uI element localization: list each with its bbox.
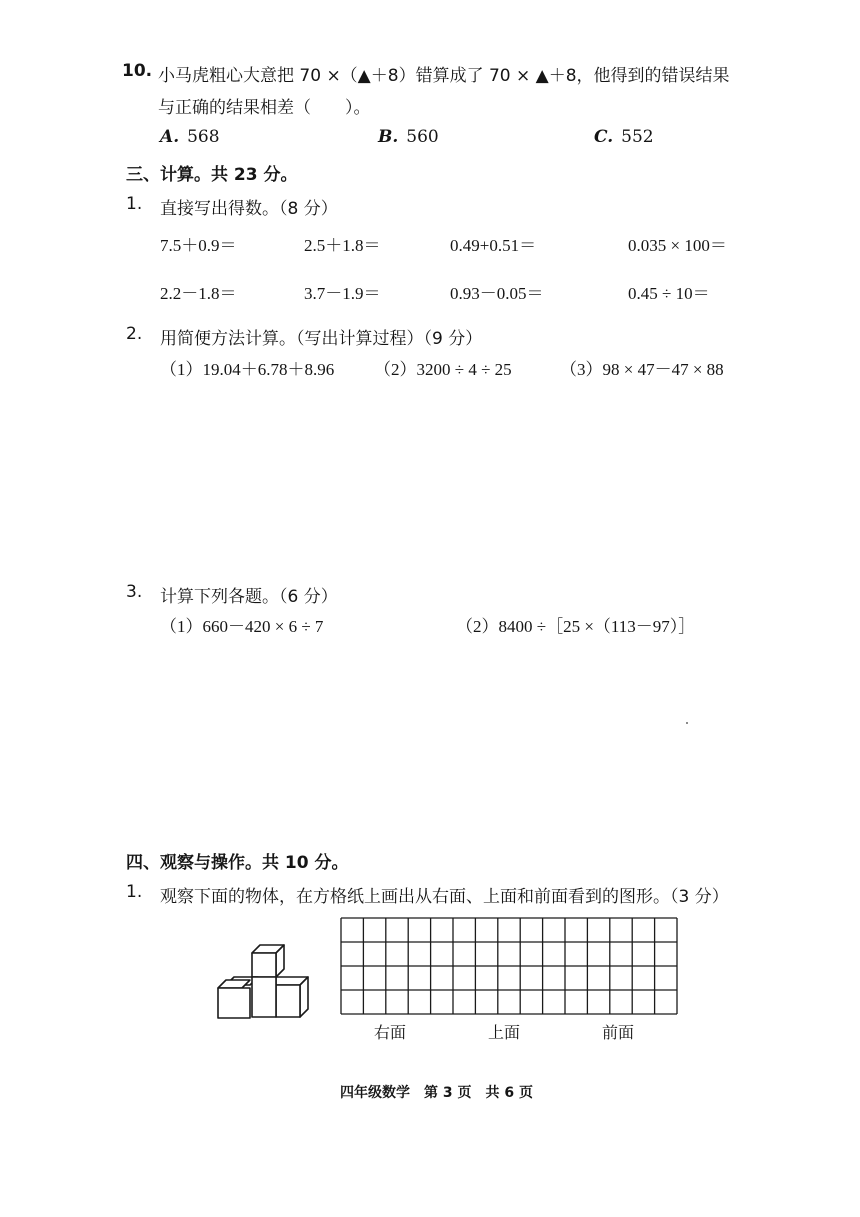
q10-text-line1: 小马虎粗心大意把 70 ×（▲＋8）错算成了 70 × ▲＋8，他得到的错误结果 (158, 66, 730, 86)
compute-item-1: （1）660－420 × 6 ÷ 7 (160, 617, 324, 636)
simplify-item-2: （2）3200 ÷ 4 ÷ 25 (374, 360, 512, 379)
compute-item-2: （2）8400 ÷［25 ×（113－97）］ (456, 617, 696, 636)
s4-q1-number: 1. (126, 882, 143, 902)
option-letter: C. (594, 127, 614, 147)
option-value: 568 (187, 127, 220, 147)
option-value: 552 (621, 127, 654, 147)
option-letter: A. (160, 127, 180, 147)
s3-q3-title: 计算下列各题。（6 分） (160, 587, 338, 607)
oral-calc-item: 7.5＋0.9＝ (160, 236, 237, 255)
page-footer: 四年级数学 第 3 页 共 6 页 (340, 1085, 533, 1101)
s3-q3-number: 3. (126, 582, 143, 602)
s3-q1-title: 直接写出得数。（8 分） (160, 199, 338, 219)
scan-speck (686, 722, 688, 724)
q10-option-b[interactable] (378, 127, 439, 147)
view-label-front: 前面 (602, 1023, 635, 1042)
simplify-item-1: （1）19.04＋6.78＋8.96 (160, 360, 335, 379)
section4-title: 四、观察与操作。共 10 分。 (126, 853, 349, 873)
s4-q1-title: 观察下面的物体，在方格纸上画出从右面、上面和前面看到的图形。（3 分） (160, 887, 729, 907)
s3-q2-title: 用简便方法计算。（写出计算过程）（9 分） (160, 329, 483, 349)
oral-calc-item: 0.035 × 100＝ (628, 236, 727, 255)
q10-option-c[interactable] (594, 127, 654, 147)
q10-option-a[interactable] (160, 127, 220, 147)
cube-stack-figure (212, 940, 324, 1024)
option-letter: B. (378, 127, 399, 147)
oral-calc-item: 0.93－0.05＝ (450, 284, 544, 303)
section3-title: 三、计算。共 23 分。 (126, 165, 298, 185)
view-label-right: 右面 (374, 1023, 407, 1042)
grid-paper[interactable] (340, 917, 678, 1015)
oral-calc-item: 0.49+0.51＝ (450, 236, 537, 255)
q10-text-line2: 与正确的结果相差（ ）。 (158, 98, 371, 118)
option-value: 560 (406, 127, 439, 147)
oral-calc-item: 2.5＋1.8＝ (304, 236, 381, 255)
oral-calc-item: 2.2－1.8＝ (160, 284, 237, 303)
oral-calc-item: 3.7－1.9＝ (304, 284, 381, 303)
view-label-top: 上面 (488, 1023, 521, 1042)
q10-number: 10. (122, 61, 153, 81)
s3-q1-number: 1. (126, 194, 143, 214)
simplify-item-3: （3）98 × 47－47 × 88 (560, 360, 724, 379)
oral-calc-item: 0.45 ÷ 10＝ (628, 284, 710, 303)
s3-q2-number: 2. (126, 324, 143, 344)
